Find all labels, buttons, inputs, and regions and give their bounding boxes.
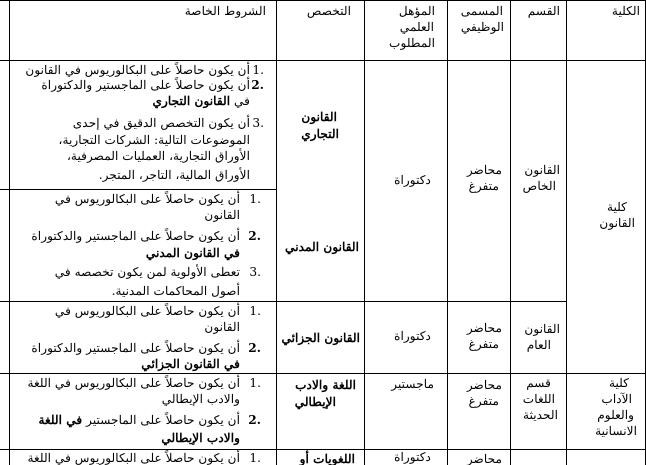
header-conditions: الشروط الخاصة: [184, 4, 266, 18]
specialization-commercial-law: التجاري: [301, 127, 339, 141]
header-job-title: الوظيفي: [460, 20, 504, 34]
condition-text: أن يكون حاصلاً على الماجستير والدكتوراة: [31, 341, 240, 355]
condition-text: القانون: [204, 320, 240, 334]
job-title-cell: متفرغ: [468, 394, 499, 408]
condition-text-part: أن يكون حاصلاً على الماجستير: [82, 413, 240, 427]
job-title-cell: متفرغ: [468, 179, 499, 193]
list-number: .2: [248, 341, 261, 355]
table-left-border: [9, 0, 10, 465]
list-number: .1: [249, 376, 261, 390]
department-modern-languages: الحديثة: [523, 408, 558, 422]
condition-text: أن يكون حاصلاً على البكالوريوس في اللغة: [27, 376, 240, 390]
specialization-italian-literature: اللغة والادب: [295, 378, 356, 392]
qualification-cell: ماجستير: [391, 377, 434, 391]
header-qualification: المطلوب: [389, 36, 435, 50]
list-number: .1: [249, 451, 261, 465]
department-public-law: العام: [526, 338, 551, 352]
row-divider: [0, 189, 276, 190]
department-private-law: الخاص: [522, 179, 556, 193]
condition-text: أن يكون حاصلاً على الماجستير والدكتوراة: [31, 229, 240, 243]
header-job-title: المسمى: [460, 4, 503, 18]
col-divider: [364, 0, 365, 465]
row-divider: [0, 449, 646, 450]
condition-text: [152, 94, 250, 109]
specialization-italian-literature: الإيطالي: [294, 395, 336, 409]
header-specialization: التخصص: [306, 4, 351, 18]
row-divider: [0, 301, 566, 302]
college-arts: والعلوم: [597, 408, 634, 422]
condition-text: أن يكون حاصلاً على البكالوريوس في: [54, 304, 240, 318]
qualification-cell: دكتوراة: [394, 173, 431, 187]
condition-text-bold: في اللغة: [38, 413, 83, 427]
condition-text: أن يكون حاصلاً على البكالوريوس في القانون: [25, 63, 250, 77]
specialization-linguistics: اللغويات أو: [299, 452, 355, 465]
header-qualification: العلمي: [399, 20, 434, 34]
college-law: كلية: [606, 200, 627, 214]
condition-text-part: في: [230, 94, 250, 108]
qualification-cell: دكتوراة: [394, 329, 431, 343]
job-title-cell: محاضر: [466, 321, 502, 335]
condition-text: أن يكون حاصلاً على البكالوريوس في اللغة: [27, 451, 240, 465]
list-number: .1: [252, 63, 264, 77]
condition-text: تعطى الأولوية لمن يكون تخصصه في: [54, 265, 240, 279]
job-title-cell: متفرغ: [468, 337, 499, 351]
col-divider: [276, 0, 277, 465]
specialization-civil-law: القانون المدني: [285, 240, 359, 254]
condition-text: القانون: [204, 208, 240, 222]
specialization-criminal-law: القانون الجزائي: [281, 331, 360, 345]
department-private-law: القانون: [524, 163, 560, 177]
job-title-cell: محاضر: [466, 378, 502, 392]
department-modern-languages: اللغات: [522, 392, 555, 406]
list-number: .2: [251, 78, 264, 92]
department-public-law: القانون: [524, 322, 560, 336]
condition-text: والادب الإيطالي: [161, 392, 240, 406]
header-department: القسم: [527, 4, 560, 18]
college-arts: الآداب: [601, 392, 632, 406]
row-divider: [0, 373, 646, 374]
qualification-cell: دكتوراة: [394, 450, 431, 464]
col-divider: [566, 0, 567, 465]
condition-text: الأوراق التجارية، العمليات المصرفية،: [66, 149, 250, 163]
condition-text-bold: القانون التجاري: [152, 94, 231, 108]
list-number: .1: [249, 304, 261, 318]
condition-text-bold: في القانون الجزائي: [141, 357, 240, 371]
job-title-cell: محاضر: [466, 163, 502, 177]
department-modern-languages: قسم: [526, 376, 551, 390]
header-qualification: المؤهل: [398, 4, 435, 18]
list-number: .2: [248, 229, 261, 243]
list-number: .3: [249, 265, 261, 279]
list-number: .1: [249, 192, 261, 206]
specialization-commercial-law: القانون: [301, 110, 337, 124]
condition-text: [38, 413, 240, 428]
col-divider: [510, 0, 511, 465]
list-number: .2: [248, 413, 261, 427]
col-divider: [447, 0, 448, 465]
table-top-border: [0, 0, 646, 1]
header-college: الكلية: [611, 4, 640, 18]
job-title-cell: محاضر: [466, 452, 502, 465]
college-arts: كلية: [608, 376, 629, 390]
condition-text: أن يكون التخصص الدقيق في إحدى: [72, 116, 250, 130]
condition-text: الموضوعات التالية: الشركات التجارية،: [58, 133, 250, 147]
condition-text-bold: في القانون المدني: [145, 246, 240, 260]
college-arts: الانسانية: [595, 424, 637, 438]
list-number: .3: [252, 116, 264, 130]
condition-text: أن يكون حاصلاً على البكالوريوس في: [54, 192, 240, 206]
college-law: القانون: [599, 216, 635, 230]
condition-text: أن يكون حاصلاً على الماجستير والدكتوراة: [41, 78, 250, 92]
condition-text: الأوراق المالية، التاجر، المتجر.: [98, 168, 250, 182]
condition-text: أصول المحاكمات المدنية.: [111, 284, 240, 298]
header-divider: [0, 60, 646, 61]
condition-text-bold: والادب الإيطالي: [161, 431, 240, 445]
